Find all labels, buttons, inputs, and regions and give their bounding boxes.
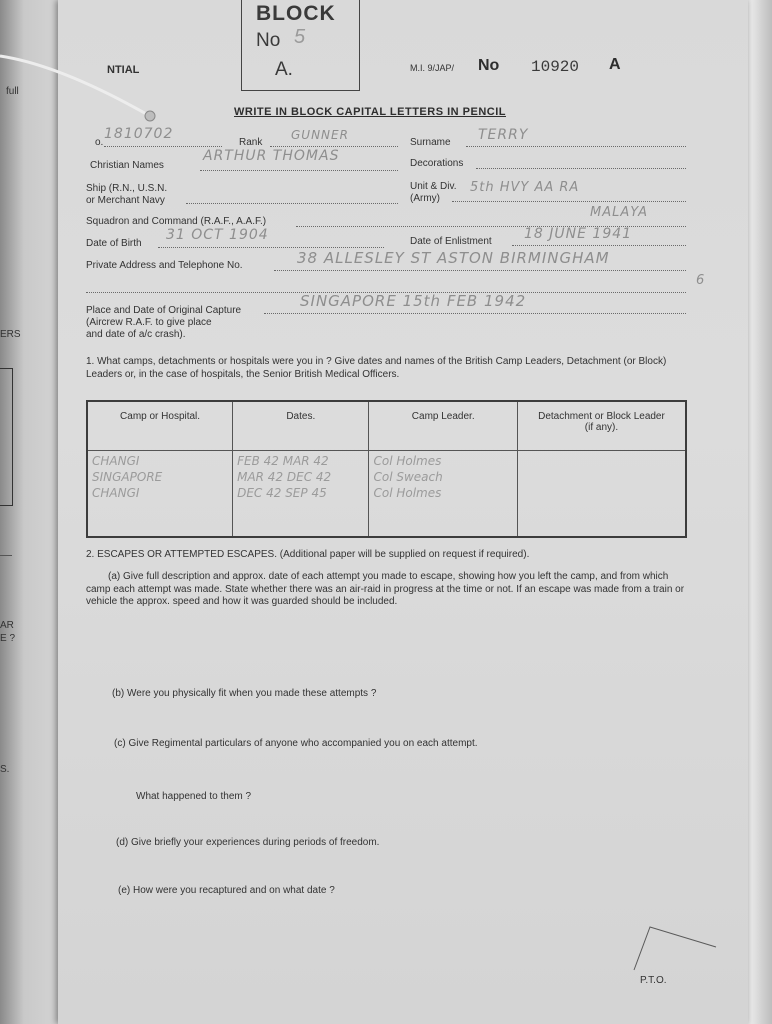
cell-text: Col Holmes xyxy=(373,486,442,500)
back-page-text: E ? xyxy=(0,633,16,644)
dotted-line xyxy=(452,201,686,202)
table-row xyxy=(87,451,686,538)
ship-label: Ship (R.N., U.S.N. xyxy=(86,183,168,194)
cell-text: FEB 42 MAR 42 xyxy=(237,454,329,468)
question-2c-text: (c) Give Regimental particulars of anyone who accompanied you on each attempt. xyxy=(114,738,478,749)
block-number-label: No xyxy=(256,30,281,51)
surname-value: TERRY xyxy=(478,127,529,143)
cell-text: SINGAPORE xyxy=(92,470,163,484)
back-page-text: full xyxy=(6,86,19,97)
dotted-line xyxy=(512,245,686,246)
capture-label-line2: (Aircrew R.A.F. to give place xyxy=(86,317,212,328)
question-2c-followup: What happened to them ? xyxy=(136,791,252,802)
divider xyxy=(0,555,12,556)
rank-label: Rank xyxy=(239,137,263,148)
column-header-leader: Camp Leader. xyxy=(369,401,517,451)
unit-label: Unit & Div. xyxy=(410,181,457,192)
camp-cell xyxy=(87,451,233,538)
service-number-value: 1810702 xyxy=(104,126,174,142)
cell-text: DEC 42 SEP 45 xyxy=(237,486,327,500)
question-2d-text: (d) Give briefly your experiences during periods of freedom. xyxy=(116,837,380,848)
back-page-text: AR xyxy=(0,620,14,631)
cell-text: CHANGI xyxy=(92,486,140,500)
question-2a-text: (a) Give full description and approx. date of each attempt you made to escape, showing how you left the camp, and from which camp each attempt was made. State whether there was an air-raid in progress at the time or not. If an escape was made from a train or vehicle the approx. speed and how it was guarded should be included. xyxy=(86,571,685,607)
dotted-line xyxy=(466,146,686,147)
question-2-heading: 2. ESCAPES OR ATTEMPTED ESCAPES. (Additional paper will be supplied on request if required). xyxy=(86,549,530,560)
dotted-line xyxy=(476,168,686,169)
rank-value: GUNNER xyxy=(291,128,349,142)
address-value: 38 ALLESLEY ST ASTON BIRMINGHAM xyxy=(297,249,610,267)
cell-text: Col Sweach xyxy=(373,470,443,484)
paper-fold-mark xyxy=(630,925,720,975)
decorations-label: Decorations xyxy=(410,158,464,169)
block-title: BLOCK xyxy=(256,2,336,25)
dotted-line xyxy=(270,146,398,147)
address-value-postcode: 6 xyxy=(696,273,706,288)
surname-label: Surname xyxy=(410,137,451,148)
capture-label: Place and Date of Original Capture xyxy=(86,305,242,316)
date-of-birth-value: 31 OCT 1904 xyxy=(166,227,269,243)
back-page-text: ERS xyxy=(0,329,21,340)
serial-suffix: A xyxy=(609,56,621,73)
back-page-box xyxy=(0,368,13,506)
detachment-cell xyxy=(517,451,686,538)
dotted-line xyxy=(186,203,398,204)
date-of-birth-label: Date of Birth xyxy=(86,238,142,249)
dotted-line xyxy=(104,146,222,147)
question-2b-text: (b) Were you physically fit when you made these attempts ? xyxy=(112,688,377,699)
dates-cell xyxy=(233,451,369,538)
dotted-line xyxy=(264,313,686,314)
page-turn-note: P.T.O. xyxy=(640,975,667,986)
block-box xyxy=(241,0,360,91)
capture-label-line3: and date of a/c crash). xyxy=(86,329,186,340)
unit-value: 5th HVY AA RA xyxy=(470,180,580,195)
column-header-detachment: Detachment or Block Leader (if any). xyxy=(517,401,686,451)
confidential-label: NTIAL xyxy=(107,64,140,76)
squadron-value: MALAYA xyxy=(590,205,649,220)
dotted-line xyxy=(274,270,686,271)
question-1-text: 1. What camps, detachments or hospitals were you in ? Give dates and names of the British Camp Leaders, Detachment (or Block) Leaders or, in the case of hospitals, the Senior British Medical Officers. xyxy=(86,356,667,380)
form-reference: M.I. 9/JAP/ xyxy=(410,63,455,73)
christian-names-label: Christian Names xyxy=(90,160,164,171)
ship-label-line2: or Merchant Navy xyxy=(86,195,165,206)
leader-cell xyxy=(369,451,517,538)
capture-value: SINGAPORE 15th FEB 1942 xyxy=(300,292,527,310)
back-page-text: S. xyxy=(0,764,10,775)
cell-text: Col Holmes xyxy=(373,454,442,468)
question-2e-text: (e) How were you recaptured and on what date ? xyxy=(118,885,335,896)
column-header-camp: Camp or Hospital. xyxy=(87,401,233,451)
cell-text: MAR 42 DEC 42 xyxy=(237,470,332,484)
instruction-heading: WRITE IN BLOCK CAPITAL LETTERS IN PENCIL xyxy=(234,106,506,118)
camps-table xyxy=(86,400,687,538)
enlistment-label: Date of Enlistment xyxy=(410,236,492,247)
back-page xyxy=(0,0,60,1024)
christian-names-value: ARTHUR THOMAS xyxy=(203,148,340,164)
dotted-line xyxy=(200,170,398,171)
cell-text: CHANGI xyxy=(92,454,140,468)
table-header-row xyxy=(87,401,686,451)
address-label: Private Address and Telephone No. xyxy=(86,260,243,271)
dotted-line xyxy=(158,247,384,248)
service-number-label: o. xyxy=(95,137,104,148)
squadron-label: Squadron and Command (R.A.F., A.A.F.) xyxy=(86,216,267,227)
block-letter: A. xyxy=(275,59,293,80)
number-label: No xyxy=(478,57,500,74)
column-header-dates: Dates. xyxy=(233,401,369,451)
block-number-handwritten: 5 xyxy=(294,26,306,48)
serial-number: 10920 xyxy=(531,58,580,76)
unit-label-line2: (Army) xyxy=(410,193,440,204)
enlistment-value: 18 JUNE 1941 xyxy=(524,226,633,242)
